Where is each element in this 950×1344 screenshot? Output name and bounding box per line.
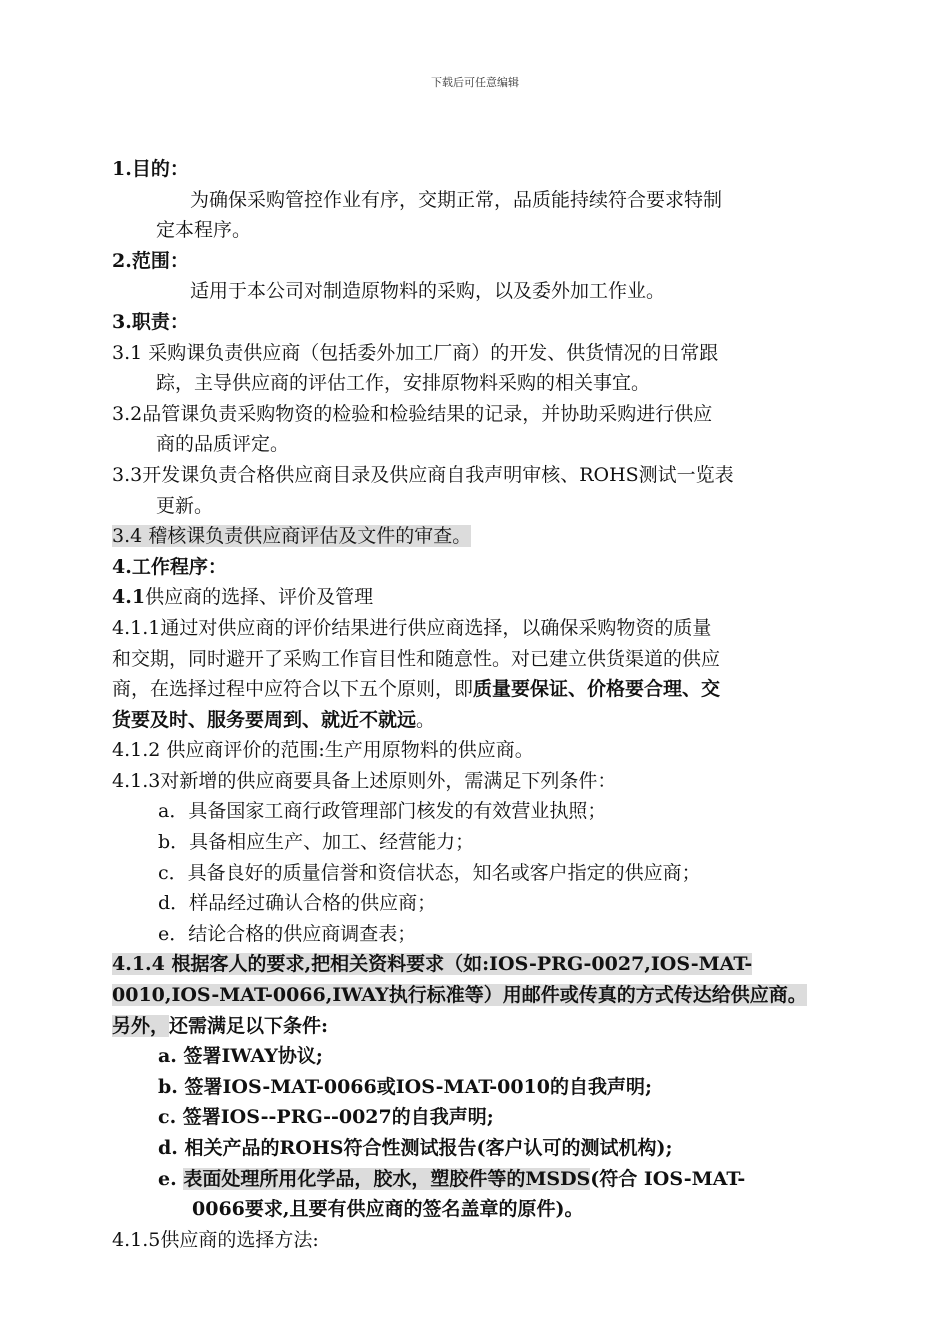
text-segment: d. 相关产品的ROHS符合性测试报告(客户认可的测试机构); [158,1137,673,1159]
text-line [112,827,842,858]
text-segment: 为确保采购管控作业有序，交期正常，品质能持续符合要求特制 [190,188,723,211]
text-segment: 4.工作程序： [112,555,227,578]
text-line [112,1164,842,1195]
text-line [112,1072,842,1103]
text-segment: 4.1 [112,586,146,609]
text-segment: c．具备良好的质量信誉和资信状态，知名或客户指定的供应商； [158,861,701,884]
text-line [112,276,842,307]
text-line [112,674,842,705]
text-segment: e．结论合格的供应商调查表； [158,922,417,945]
text-segment: c. 签署IOS--PRG--0027的自我声明; [158,1106,494,1129]
page-header: 下载后可任意编辑 [431,76,519,89]
text-line [112,888,842,919]
text-line [112,491,842,522]
text-line [112,521,842,552]
text-line [112,1194,842,1225]
text-segment: 定本程序。 [156,219,252,242]
text-segment: 商，在选择过程中应符合以下五个原则，即 [112,678,474,701]
text-segment: d．样品经过确认合格的供应商； [158,892,437,915]
text-segment: 3.1 采购课负责供应商（包括委外加工厂商）的开发、供货情况的日常跟 [112,341,719,364]
text-segment: 4.1.2 供应商评价的范围:生产用原物料的供应商。 [112,739,534,762]
text-segment: 表面处理所用化学品，胶水，塑胶件等的MSDS [183,1167,591,1190]
text-line [112,552,842,583]
text-segment: 更新。 [156,494,214,517]
text-segment: b. 签署IOS-MAT-0066或IOS-MAT-0010的自我声明; [158,1075,653,1098]
text-segment: (符合 IOS-MAT- [590,1167,746,1190]
text-line [112,644,842,675]
document-body [112,154,842,1255]
text-line [112,246,842,277]
text-segment: 2.范围： [112,249,189,272]
text-segment: 和交期，同时避开了采购工作盲目性和随意性。对已建立供货渠道的供应 [112,647,721,670]
text-segment: 4.1.4 根据客人的要求,把相关资料要求（如:IOS-PRG-0027,IOS-MAT- [112,953,753,976]
text-line [112,429,842,460]
text-line [112,735,842,766]
text-segment: 踪，主导供应商的评估工作，安排原物料采购的相关事宜。 [156,372,651,395]
text-line [112,1011,842,1042]
text-segment: 4.1.3对新增的供应商要具备上述原则外，需满足下列条件： [112,769,617,792]
text-segment: 4.1.1通过对供应商的评价结果进行供应商选择，以确保采购物资的质量 [112,616,712,639]
text-segment: 4.1.5供应商的选择方法: [112,1228,319,1251]
text-segment: 3.3开发课负责合格供应商目录及供应商自我声明审核、ROHS测试一览表 [112,463,734,486]
text-segment: 货要及时、服务要周到、就近不就远 [112,708,417,731]
text-segment: e. [158,1167,184,1190]
text-line [112,368,842,399]
text-segment: 质量要保证、价格要合理、交 [473,678,721,701]
text-line [112,858,842,889]
text-segment: 0066要求,且要有供应商的签名盖章的原件)。 [192,1198,584,1221]
text-line [112,919,842,950]
text-segment: 商的品质评定。 [156,433,290,456]
text-line [112,705,842,736]
text-segment: 0010,IOS-MAT-0066,IWAY执行标准等）用邮件或传真的方式传达给供应商。 [112,984,807,1007]
text-segment: 还需满足以下条件: [169,1014,329,1037]
text-line [112,1041,842,1072]
text-line [112,1133,842,1164]
text-line [112,613,842,644]
text-segment: 1.目的： [112,158,189,180]
text-line [112,949,842,980]
text-line [112,460,842,491]
text-segment: b．具备相应生产、加工、经营能力； [158,831,475,854]
text-segment: 适用于本公司对制造原物料的采购，以及委外加工作业。 [190,280,666,303]
text-segment: 3.4 稽核课负责供应商评估及文件的审查。 [112,525,472,548]
text-line [112,766,842,797]
text-segment: 3.职责： [112,310,189,333]
text-segment: 另外， [112,1014,170,1037]
text-line [112,154,842,185]
text-line [112,215,842,246]
text-segment: 供应商的选择、评价及管理 [145,586,374,609]
text-line [112,307,842,338]
text-line [112,185,842,216]
text-segment: a．具备国家工商行政管理部门核发的有效营业执照； [158,800,607,823]
text-line [112,796,842,827]
text-line [112,582,842,613]
text-line [112,1225,842,1256]
text-line [112,980,842,1011]
text-segment: a. 签署IWAY协议; [158,1045,323,1068]
text-segment: 。 [416,708,436,731]
text-line [112,338,842,369]
text-line [112,1102,842,1133]
text-line [112,399,842,430]
text-segment: 3.2品管课负责采购物资的检验和检验结果的记录，并协助采购进行供应 [112,402,713,425]
